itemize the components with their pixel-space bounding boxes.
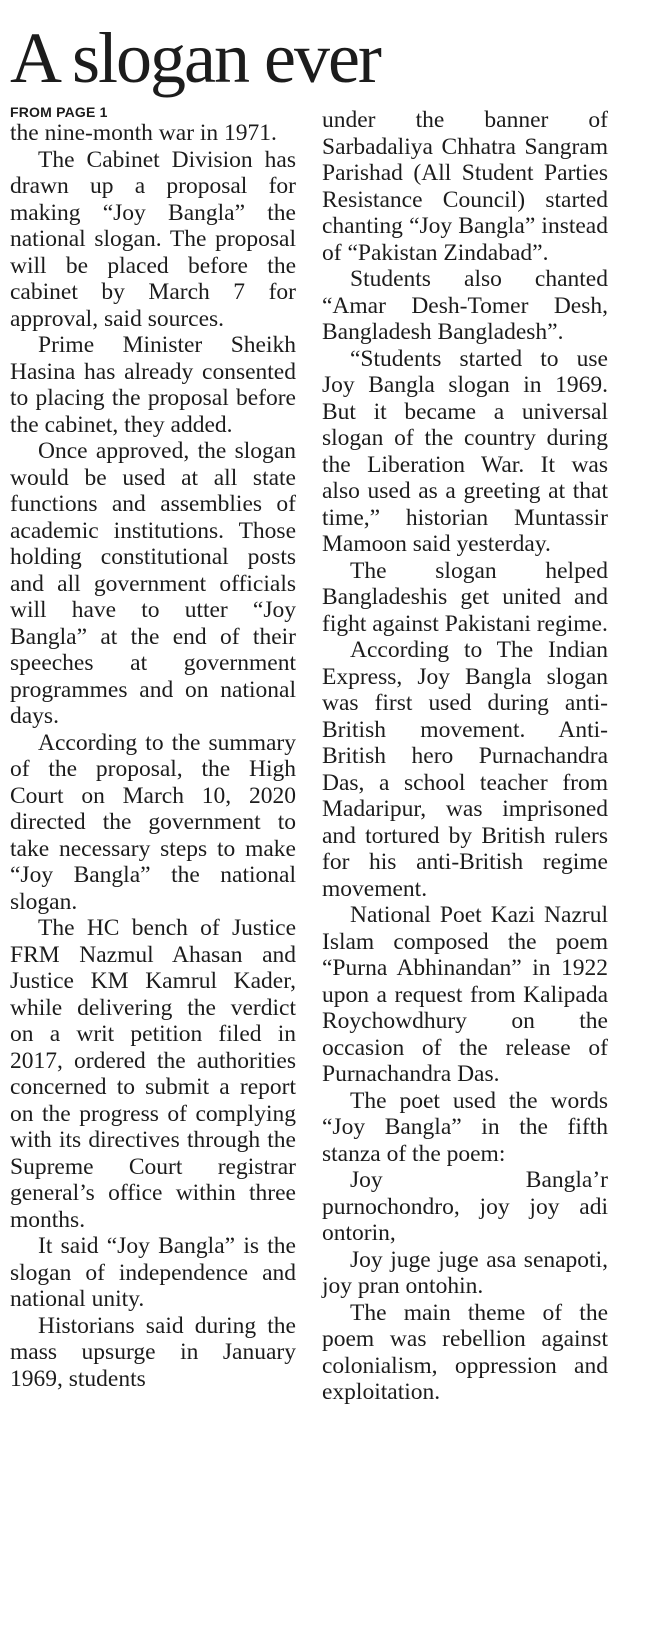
paragraph: The poet used the words “Joy Bangla” in the fifth stanza of the poem: <box>322 1087 608 1167</box>
paragraph: It said “Joy Bangla” is the slogan of independence and national unity. <box>10 1233 296 1312</box>
paragraph: the nine-month war in 1971. <box>10 120 277 146</box>
paragraph: According to the summary of the proposal, the High Court on March 10, 2020 directed the government to take necessary steps to make “Joy Bangla” the national slogan. <box>10 729 296 915</box>
poem-line: Joy Bangla’r purnochondro, joy joy adi ontorin, <box>322 1167 608 1246</box>
paragraph: National Poet Kazi Nazrul Islam composed the poem “Purna Abhinandan” in 1922 upon a request from Kalipada Roychowdhury on the occasion of the release of Purnachandra Das. <box>322 902 608 1087</box>
paragraph: “Students started to use Joy Bangla slogan in 1969. But it became a universal slogan of the country during the Liberation War. It was also used as a greeting at that time,” historian Muntassir Mamoon said yesterday. <box>322 345 608 557</box>
article-column-right <box>322 107 608 1406</box>
paragraph: Historians said during the mass upsurge in January 1969, students <box>10 1312 296 1392</box>
poem-line: Joy juge juge asa senapoti, joy pran ontohin. <box>322 1246 608 1299</box>
headline: A slogan ever <box>10 18 380 98</box>
paragraph: The HC bench of Justice FRM Nazmul Ahasan and Justice KM Kamrul Kader, while delivering the verdict on a writ petition filed in 2017, ordered the authorities concerned to submit a report on the progress of complying with its directives through the Supreme Court registrar general’s office within three months. <box>10 915 296 1233</box>
paragraph: The slogan helped Bangladeshis get united and fight against Pakistani regime. <box>322 557 608 637</box>
kicker-from-page-1: FROM PAGE 1 <box>10 104 108 120</box>
paragraph: The Cabinet Division has drawn up a proposal for making “Joy Bangla” the national slogan. The proposal will be placed before the cabinet by March 7 for approval, said sources. <box>10 146 296 332</box>
paragraph: Once approved, the slogan would be used at all state functions and assemblies of academic institutions. Those holding constitutional posts and all government officials will have to utter “Joy Bangla” at the end of their speeches at government programmes and on national days. <box>10 438 296 729</box>
article-column-left <box>10 104 296 1392</box>
paragraph: Students also chanted “Amar Desh-Tomer Desh, Bangladesh Bangladesh”. <box>322 266 608 345</box>
paragraph: under the banner of Sarbadaliya Chhatra Sangram Parishad (All Student Parties Resistance Council) started chanting “Joy Bangla” instead of “Pakistan Zindabad”. <box>322 107 608 266</box>
paragraph: Prime Minister Sheikh Hasina has already consented to placing the proposal before the cabinet, they added. <box>10 332 296 438</box>
paragraph: According to The Indian Express, Joy Bangla slogan was first used during anti-British movement. Anti-British hero Purnachandra Das, a school teacher from Madaripur, was imprisoned and tortured by British rulers for his anti-British regime movement. <box>322 637 608 902</box>
paragraph: The main theme of the poem was rebellion against colonialism, oppression and exploitation. <box>322 1299 608 1405</box>
